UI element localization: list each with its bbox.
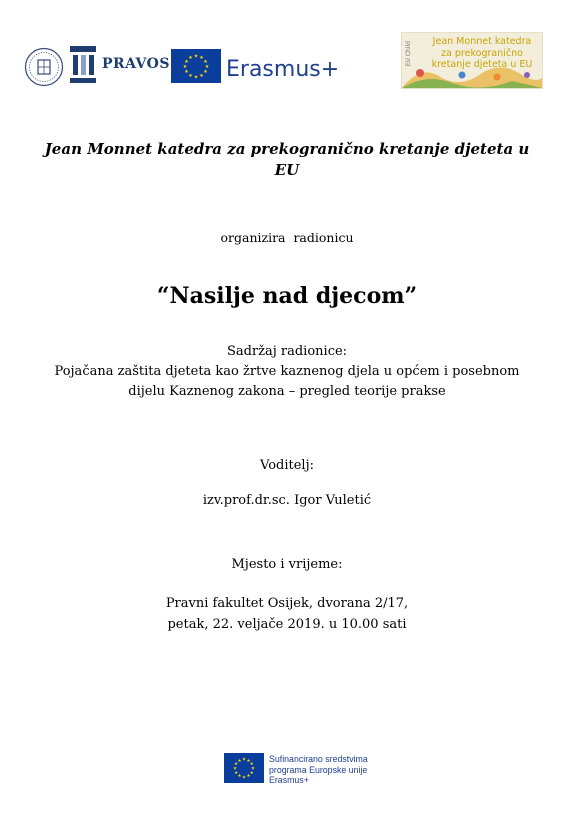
svg-text:★: ★ xyxy=(203,69,208,75)
svg-text:★: ★ xyxy=(188,73,193,79)
place-line: Pravni fakultet Osijek, dvorana 2/17, xyxy=(165,596,409,611)
erasmus-plus-label: Erasmus+ xyxy=(226,57,340,82)
svg-text:★: ★ xyxy=(184,69,189,75)
eu-child-label: EU Child xyxy=(405,41,412,67)
title-line: EU xyxy=(274,161,300,179)
logo-line: Jean Monnet katedra xyxy=(432,36,532,47)
content-heading: Sadržaj radionice: xyxy=(226,344,348,359)
svg-text:★: ★ xyxy=(237,758,242,764)
svg-text:★: ★ xyxy=(204,64,210,70)
jean-monnet-logo-text xyxy=(424,36,540,71)
pravos-building-icon xyxy=(68,44,98,86)
organizes-workshop-text: organizira radionicu xyxy=(220,230,354,245)
time-line: petak, 22. veljače 2019. u 10.00 sati xyxy=(167,617,407,632)
svg-text:★: ★ xyxy=(249,770,254,776)
svg-text:★: ★ xyxy=(246,774,251,780)
svg-text:★: ★ xyxy=(241,775,247,781)
title-line: Jean Monnet katedra za prekogranično kretanje djeteta u xyxy=(44,140,530,158)
svg-text:★: ★ xyxy=(203,59,208,65)
eu-flag-icon xyxy=(224,753,264,783)
svg-text:★: ★ xyxy=(234,770,239,776)
cofunding-line: programa Europske unije xyxy=(269,764,368,775)
university-seal-logo xyxy=(24,47,64,87)
workshop-content xyxy=(0,342,574,402)
svg-text:★: ★ xyxy=(249,762,254,768)
svg-text:★: ★ xyxy=(250,766,256,772)
pravos-logo xyxy=(68,44,168,88)
svg-text:★: ★ xyxy=(184,59,189,65)
svg-text:★: ★ xyxy=(241,757,247,763)
svg-text:★: ★ xyxy=(246,758,251,764)
content-line: Pojačana zaštita djeteta kao žrtve kaznenog djela u općem i posebnom xyxy=(54,364,520,379)
cofunding-line: Erasmus+ xyxy=(269,775,309,785)
cofunding-statement xyxy=(269,754,368,786)
place-time xyxy=(0,593,574,635)
leader-label: Voditelj: xyxy=(260,458,314,473)
place-time-label: Mjesto i vrijeme: xyxy=(231,557,343,572)
svg-text:★: ★ xyxy=(193,53,199,60)
logo-line: za prekogranično xyxy=(441,47,523,59)
leader-name: izv.prof.dr.sc. Igor Vuletić xyxy=(202,493,372,508)
pravos-label: PRAVOS xyxy=(102,56,170,72)
logo-line: kretanje djeteta u EU xyxy=(431,59,533,70)
svg-text:★: ★ xyxy=(199,73,204,79)
svg-text:★: ★ xyxy=(234,762,239,768)
jean-monnet-chair-logo xyxy=(401,32,543,89)
svg-text:★: ★ xyxy=(199,55,204,61)
cofunding-line: Sufinancirano sredstvima xyxy=(269,754,368,764)
svg-text:★: ★ xyxy=(237,774,242,780)
document-title xyxy=(0,139,574,181)
workshop-title: “Nasilje nad djecom” xyxy=(156,283,418,309)
svg-text:★: ★ xyxy=(193,74,199,81)
svg-text:★: ★ xyxy=(188,55,193,61)
content-line: dijelu Kaznenog zakona – pregled teorije prakse xyxy=(128,384,446,399)
eu-flag-icon xyxy=(171,49,221,83)
svg-text:★: ★ xyxy=(232,766,238,772)
svg-text:★: ★ xyxy=(182,64,188,70)
